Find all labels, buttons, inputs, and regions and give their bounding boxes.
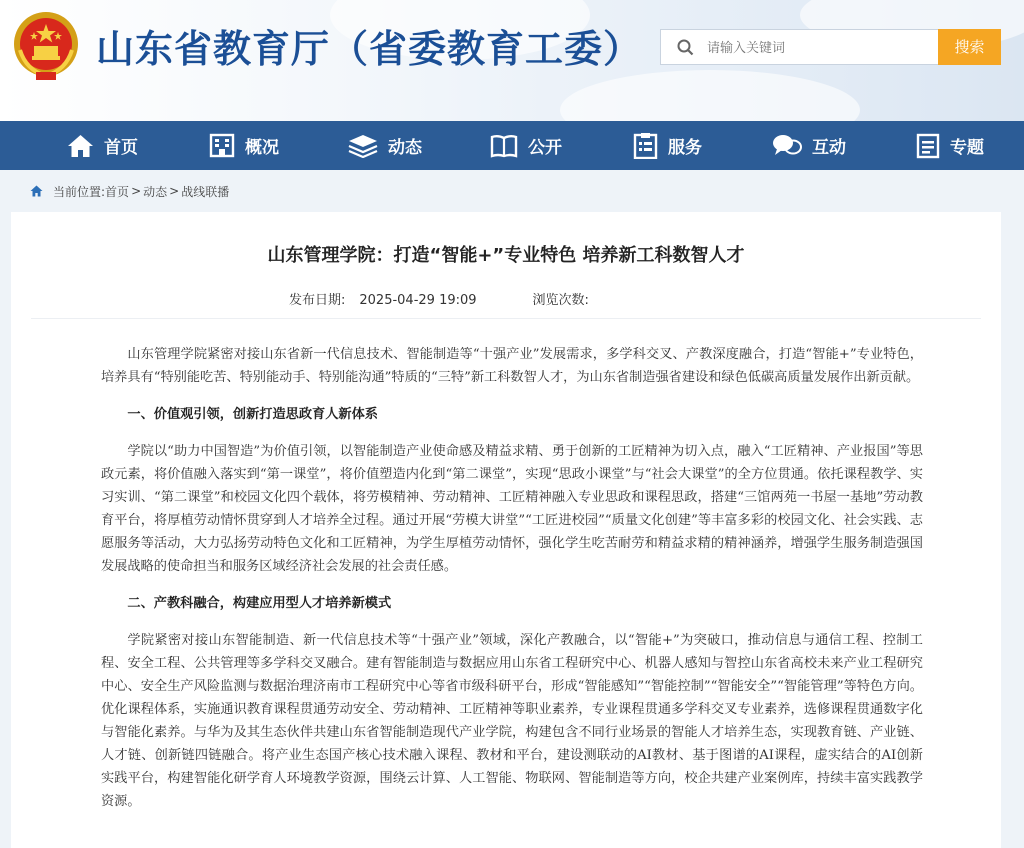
nav-item-label: 服务 [668, 138, 702, 158]
breadcrumb-separator: > [169, 184, 180, 198]
search-input[interactable] [705, 36, 929, 60]
search-button[interactable]: 搜索 [938, 29, 1001, 65]
article-title: 山东管理学院：打造“智能+”专业特色 培养新工科数智人才 [267, 245, 745, 266]
site-title[interactable]: 山东省教育厅（省委教育工委） [96, 27, 643, 71]
nav-item-label: 首页 [104, 138, 138, 158]
nav-item-label: 公开 [528, 138, 562, 158]
book-icon [490, 134, 518, 158]
paragraph: 山东管理学院紧密对接山东省新一代信息技术、智能制造等“十强产业”发展需求，多学科交叉、产教深度融合，打造“智能+”专业特色，培养具有“特别能吃苦、特别能动手、特别能沟通”特质的“三特”新工科数智人才，为山东省制造强省建设和绿色低碳高质量发展作出新贡献。 [101, 347, 923, 385]
home-icon [30, 185, 43, 197]
breadcrumb-link-frontline[interactable]: 战线联播 [181, 184, 230, 199]
section-heading: 二、产教科融合，构建应用型人才培养新模式 [127, 596, 392, 611]
national-emblem-icon[interactable] [12, 10, 80, 82]
nav-item-public[interactable] [490, 121, 562, 170]
nav-item-label: 概况 [245, 138, 279, 158]
paragraph: 学院紧密对接山东智能制造、新一代信息技术等“十强产业”领域，深化产教融合，以“智能+”为突破口，推动信息与通信工程、控制工程、安全工程、公共管理等多学科交叉融合。建有智能制造与数据应用山东省工程研究中心、机器人感知与智控山东省高校未来产业工程研究中心、安全生产风险监测与数据治理济南市工程研究中心等省市级科研平台，形成“智能感知”“智能控制”“智能安全”“智能管理”等特色方向。优化课程体系，实施通识教育课程贯通劳动安全、劳动精神、工匠精神等职业素养，专业课程贯通多学科交叉专业素养，选修课程贯通数字化与智能化素养。与华为及其生态伙伴共建山东省智能制造现代产业学院，构建包含不同行业场景的智能人才培养生态，实现教育链、产业链、人才链、创新链四链融合。将产业生态国产核心技术融入课程、教材和平台，建设测联动的AI教材、基于图谱的AI课程，虚实结合的AI创新实践平台，构建智能化研学育人环境教学资源，围绕云计算、人工智能、物联网、智能制造等方向，校企共建产业案例库，持续丰富实践教学资源。 [101, 633, 923, 809]
date-value: 2025-04-29 19:09 [359, 293, 477, 308]
section-heading: 一、价值观引领，创新打造思政育人新体系 [127, 407, 378, 422]
views-label: 浏览次数: [532, 293, 589, 308]
paragraph: 学院以“助力中国智造”为价值引领，以智能制造产业使命感及精益求精、勇于创新的工匠精神为切入点，融入“工匠精神、产业报国”等思政元素，将价值融入落实到“第一课堂”，将价值塑造内化到“第二课堂”，实现“思政小课堂”与“社会大课堂”的全方位贯通。依托课程教学、实习实训、“第二课堂”和校园文化四个载体，将劳模精神、劳动精神、工匠精神融入专业思政和课程思政，搭建“三馆两苑一书屋一基地”劳动教育平台，将厚植劳动情怀贯穿到人才培养全过程。通过开展“劳模大讲堂”“工匠进校园”“质量文化创建”等丰富多彩的校园文化、社会实践、志愿服务等活动，大力弘扬劳动特色文化和工匠精神，为学生厚植劳动情怀，强化学生吃苦耐劳和精益求精的精神涵养，增强学生服务制造强国发展战略的使命担当和服务区域经济社会发展的社会责任感。 [101, 444, 923, 574]
breadcrumb-separator: > [131, 184, 142, 198]
nav-item-overview[interactable] [209, 121, 279, 170]
main-nav [0, 121, 1024, 170]
divider [31, 318, 981, 319]
nav-item-label: 互动 [812, 138, 846, 158]
breadcrumb-link-news[interactable]: 动态 [143, 184, 168, 199]
cloud-decoration [560, 70, 860, 121]
building-icon [209, 133, 235, 158]
article-container [11, 212, 1001, 848]
home-icon [67, 134, 94, 158]
nav-item-label: 专题 [950, 138, 984, 158]
breadcrumb-link-home[interactable]: 首页 [105, 184, 130, 199]
search-box [660, 29, 938, 65]
nav-item-home[interactable] [67, 121, 138, 170]
list-icon [916, 133, 940, 159]
article-meta [289, 289, 589, 308]
date-label: 发布日期: [289, 293, 346, 308]
search-icon [677, 39, 694, 56]
layers-icon [348, 134, 378, 158]
clipboard-icon [633, 132, 658, 159]
nav-item-news[interactable] [348, 121, 422, 170]
breadcrumb [30, 183, 229, 199]
nav-item-topics[interactable] [916, 121, 984, 170]
nav-item-label: 动态 [388, 138, 422, 158]
article-body [101, 343, 923, 813]
site-header [0, 0, 1024, 121]
nav-item-interaction[interactable] [772, 121, 846, 170]
chat-icon [772, 133, 802, 158]
nav-item-service[interactable] [633, 121, 702, 170]
breadcrumb-prefix: 当前位置: [53, 184, 106, 199]
